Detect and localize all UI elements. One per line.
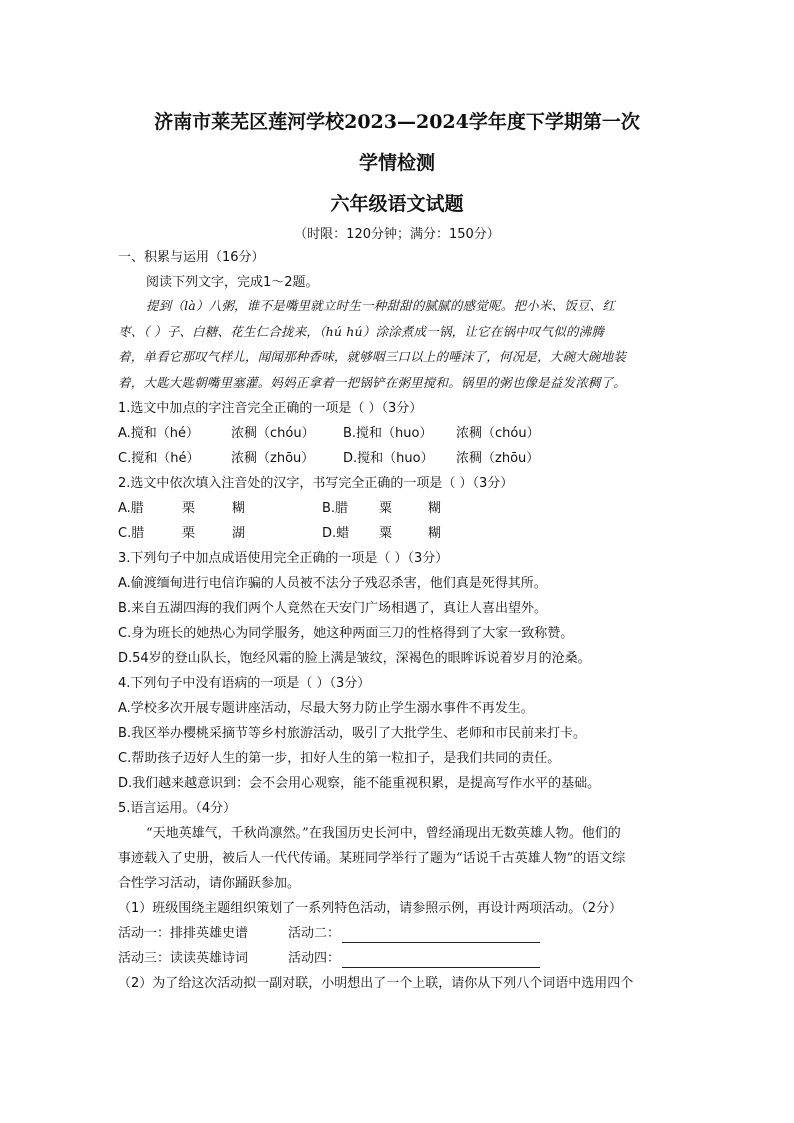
passage-line: 着，大匙大匙朝嘴里塞灌。妈妈正拿着一把锅铲在粥里搅和。锅里的粥也像是益发浓稠了。 xyxy=(118,375,627,390)
q5-part1: （1）班级围绕主题组织策划了一系列特色活动，请参照示例，再设计两项活动。（2分） xyxy=(118,901,623,916)
exam-title-line2: 学情检测 xyxy=(358,152,435,174)
activity-2-label: 活动二： xyxy=(288,926,341,941)
q1-option-a: A.搅和（hé） xyxy=(118,426,200,441)
question-4-stem: 4.下列句子中没有语病的一项是（ ）（3分） xyxy=(118,676,371,691)
q2-option-b-char3: 糊 xyxy=(428,501,442,516)
q3-option-a: A.偷渡缅甸进行电信诈骗的人员被不法分子残忍杀害，他们真是死得其所。 xyxy=(118,576,547,591)
activity-3: 活动三：读读英雄诗词 xyxy=(118,951,249,966)
q2-option-a: A.腊 xyxy=(118,501,144,516)
q3-option-c: C.身为班长的她热心为同学服务，她这种两面三刀的性格得到了大家一致称赞。 xyxy=(118,626,574,641)
reading-instruction: 阅读下列文字，完成1～2题。 xyxy=(146,275,319,290)
q1-option-a-word2: 浓稠（chóu） xyxy=(231,426,315,441)
activity-2-answer-blank[interactable] xyxy=(342,942,540,943)
q5-intro-line: 事迹载入了史册，被后人一代代传诵。某班同学举行了题为“话说千古英雄人物”的语文综 xyxy=(118,851,626,866)
activity-4-answer-blank[interactable] xyxy=(342,967,540,968)
q2-option-b-char2: 粟 xyxy=(379,501,393,516)
q2-option-d: D.蜡 xyxy=(322,526,350,541)
q4-option-a: A.学校多次开展专题讲座活动，尽最大努力防止学生溺水事件不再发生。 xyxy=(118,701,534,716)
passage-line: 着，单看它那叹气样儿，闻闻那种香味，就够咽三口以上的唾沫了，何况是，大碗大碗地装 xyxy=(118,349,627,364)
q2-option-a-char2: 栗 xyxy=(182,501,196,516)
q3-option-b: B.来自五湖四海的我们两个人竟然在天安门广场相遇了，真让人喜出望外。 xyxy=(118,601,548,616)
q1-option-d-word2: 浓稠（zhōu） xyxy=(456,451,540,466)
q5-intro-line: 合性学习活动，请你踊跃参加。 xyxy=(118,876,301,891)
q3-option-d: D.54岁的登山队长，饱经风霜的脸上满是皱纹，深褐色的眼眸诉说着岁月的沧桑。 xyxy=(118,651,591,666)
exam-title-line1: 济南市莱芜区莲河学校2023—2024学年度下学期第一次 xyxy=(154,111,640,133)
question-2-stem: 2.选文中依次填入注音处的汉字，书写完全正确的一项是（ ）（3分） xyxy=(118,476,514,491)
question-1-stem: 1.选文中加点的字注音完全正确的一项是（ ）（3分） xyxy=(118,401,423,416)
q4-option-c: C.帮助孩子迈好人生的第一步，扣好人生的第一粒扣子，是我们共同的责任。 xyxy=(118,751,561,766)
q5-intro-line: “天地英雄气，千秋尚凛然。”在我国历史长河中，曾经涌现出无数英雄人物。他们的 xyxy=(146,826,621,841)
q2-option-d-char2: 粟 xyxy=(379,526,393,541)
activity-1: 活动一：排排英雄史谱 xyxy=(118,926,249,941)
q1-option-b: B.搅和（huo） xyxy=(343,426,433,441)
time-info: （时限：120分钟；满分：150分） xyxy=(294,227,500,242)
q1-option-b-word2: 浓稠（chóu） xyxy=(456,426,540,441)
q2-option-c-char3: 湖 xyxy=(232,526,246,541)
q5-part2: （2）为了给这次活动拟一副对联，小明想出了一个上联，请你从下列八个词语中选用四个 xyxy=(118,976,634,991)
q2-option-c-char2: 栗 xyxy=(182,526,196,541)
question-5-stem: 5.语言运用。（4分） xyxy=(118,801,237,816)
q1-option-c-word2: 浓稠（zhōu） xyxy=(231,451,315,466)
question-3-stem: 3.下列句子中加点成语使用完全正确的一项是（ ）（3分） xyxy=(118,551,449,566)
q1-option-c: C.搅和（hé） xyxy=(118,451,200,466)
passage-line: 提到（là）八粥，谁不是嘴里就立时生一种甜甜的腻腻的感觉呢。把小米、饭豆、红 xyxy=(146,298,616,313)
passage-line: 枣、（ ）子、白糖、花生仁合拢来，（hú hú）涂涂煮成一锅，让它在锅中叹气似的沸腾 xyxy=(118,324,605,339)
activity-4-label: 活动四： xyxy=(288,951,341,966)
q2-option-c: C.腊 xyxy=(118,526,145,541)
exam-subtitle: 六年级语文试题 xyxy=(330,193,464,215)
q2-option-b: B.腊 xyxy=(322,501,349,516)
q4-option-b: B.我区举办樱桃采摘节等乡村旅游活动，吸引了大批学生、老师和市民前来打卡。 xyxy=(118,726,587,741)
q2-option-d-char3: 糊 xyxy=(428,526,442,541)
q2-option-a-char3: 糊 xyxy=(232,501,246,516)
section-heading: 一、积累与运用（16分） xyxy=(118,250,265,265)
q1-option-d: D.搅和（huo） xyxy=(343,451,434,466)
q4-option-d: D.我们越来越意识到：会不会用心观察，能不能重视积累，是提高写作水平的基础。 xyxy=(118,776,601,791)
